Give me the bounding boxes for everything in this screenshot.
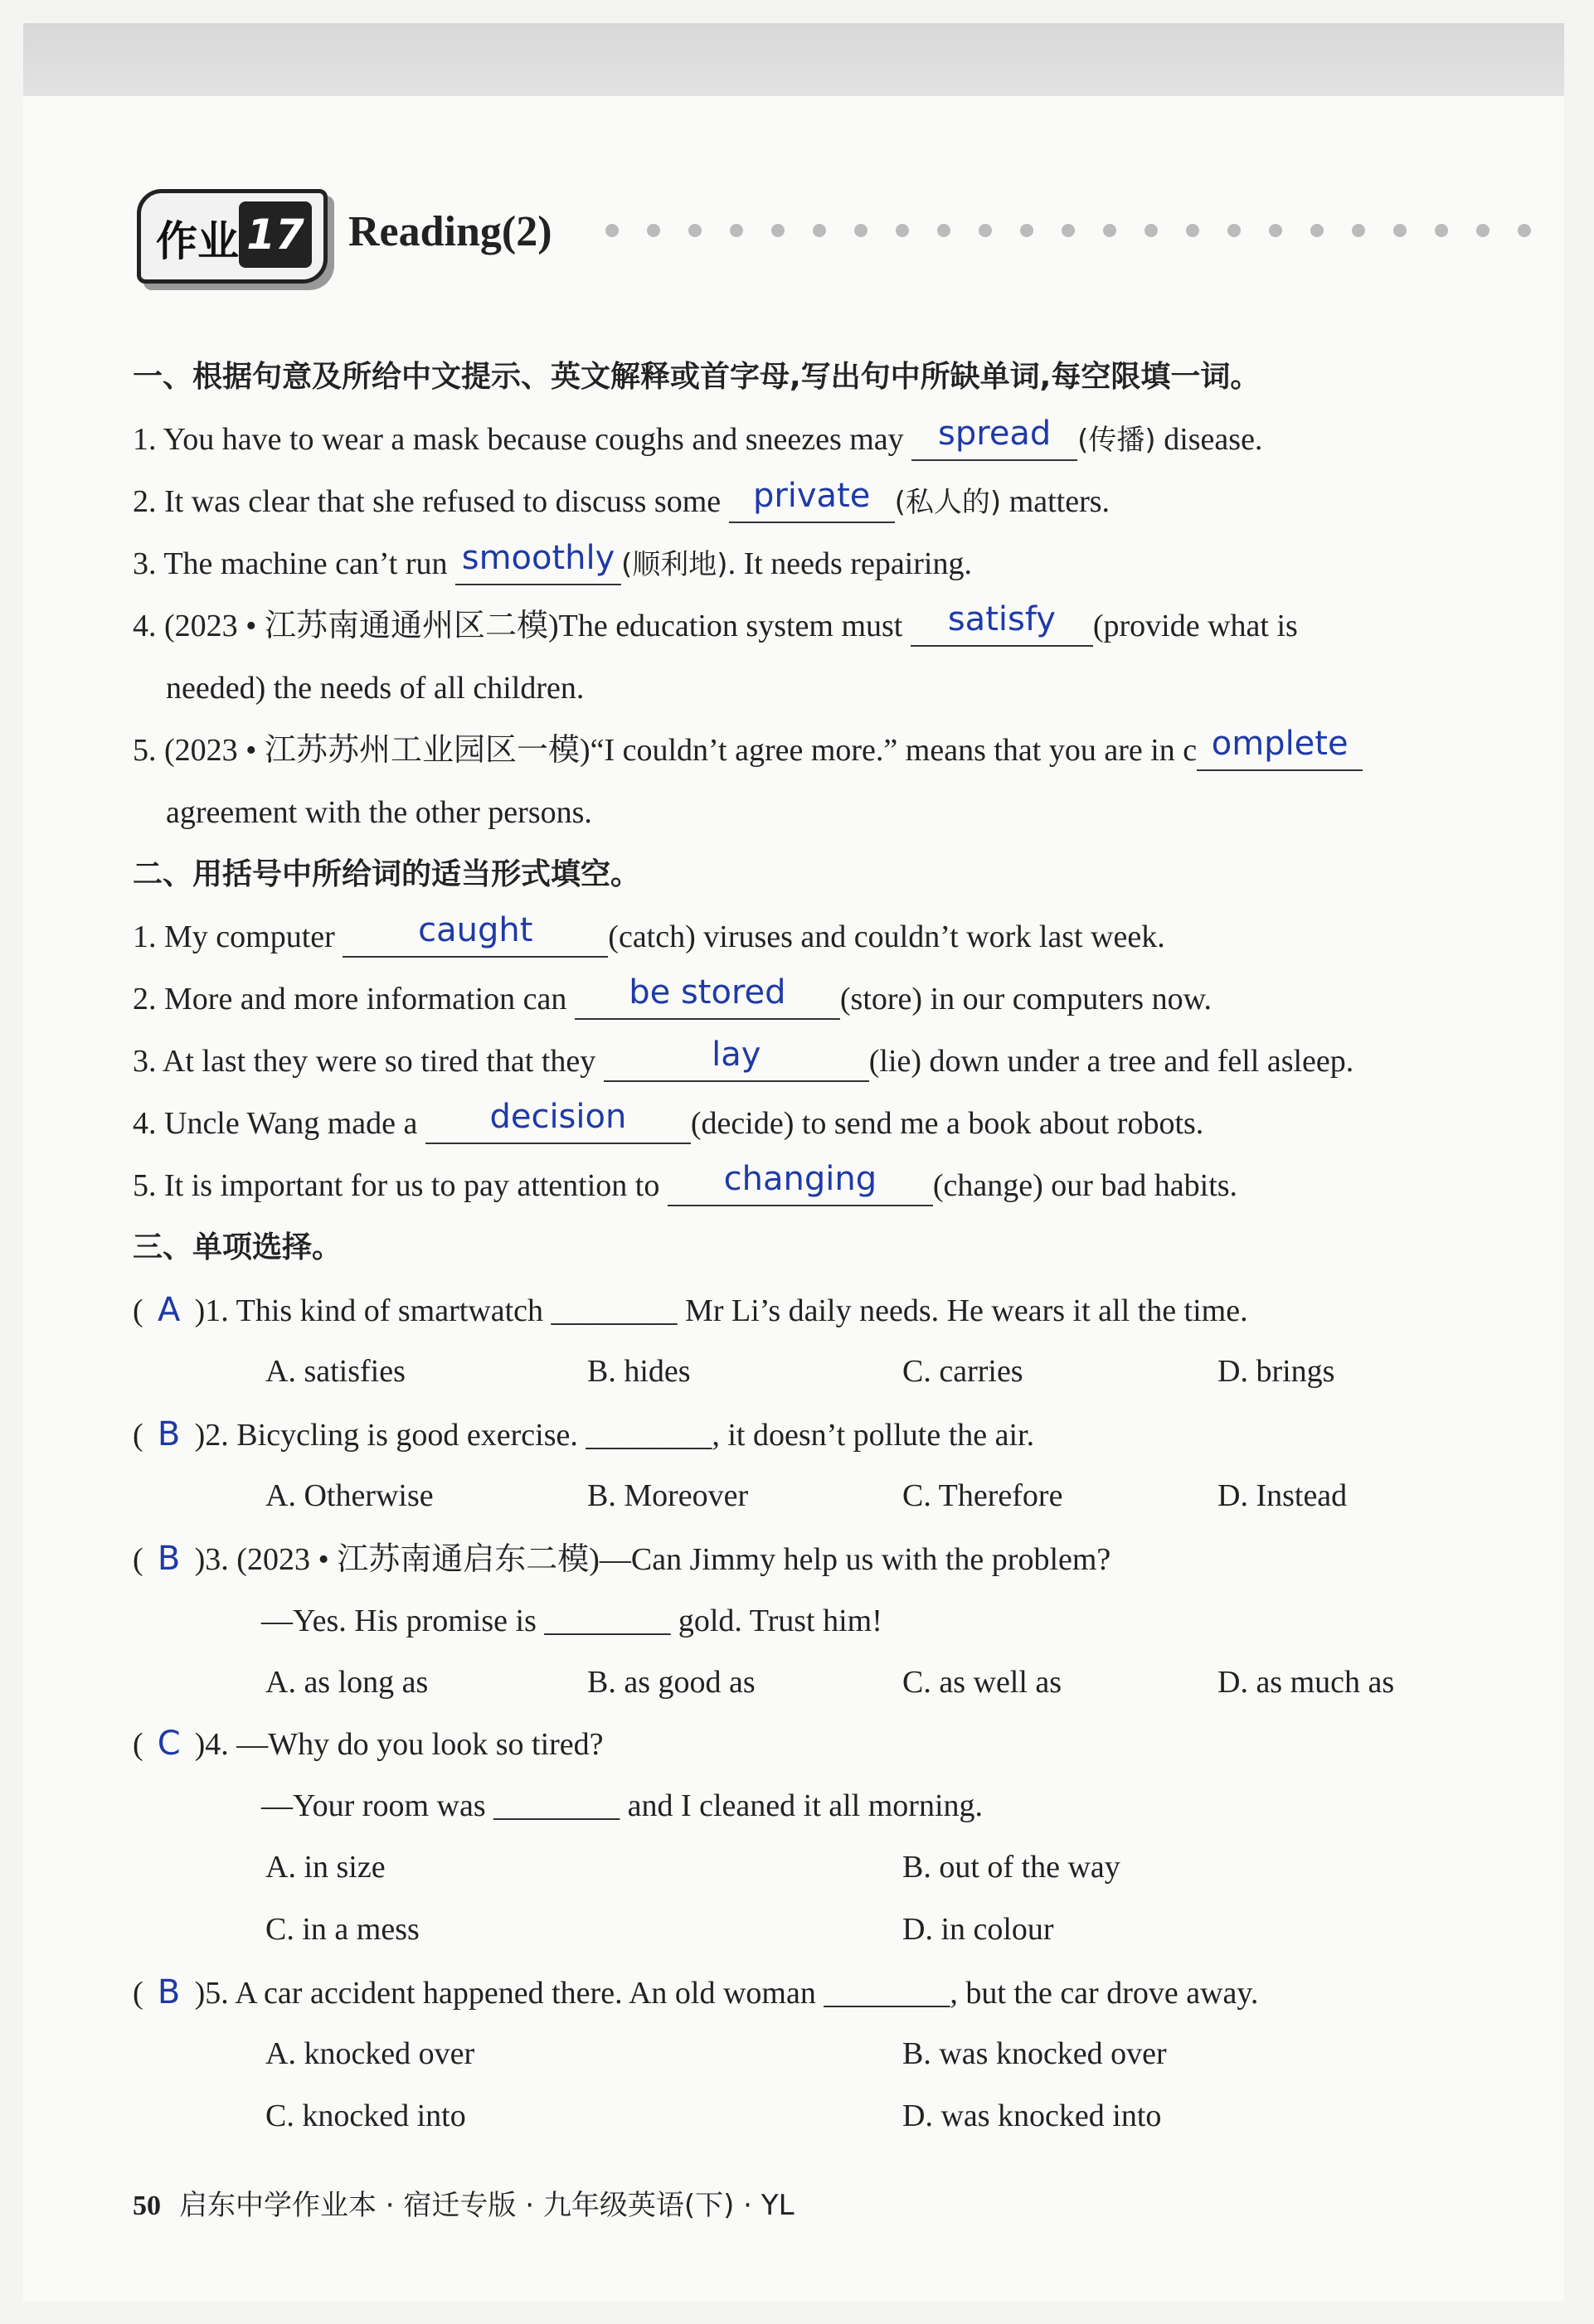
section3-title: 三、单项选择。: [133, 1230, 343, 1264]
mc3-option-c[interactable]: C. as well as: [902, 1665, 1062, 1700]
s2-item-3-text: 3. At last they were so tired that they: [133, 1044, 596, 1079]
s1-item-4-cont: needed) the needs of all children.: [166, 671, 585, 706]
page-number: 50: [133, 2191, 161, 2221]
mc4-option-a[interactable]: A. in size: [265, 1850, 386, 1885]
s2-item-2-answer: be stored: [629, 973, 786, 1012]
mc2-option-b[interactable]: B. Moreover: [587, 1478, 749, 1513]
mc-stem-3-line2: —Yes. His promise is ________ gold. Trust him!: [261, 1604, 882, 1638]
s2-item-4-text: 4. Uncle Wang made a: [133, 1106, 418, 1141]
header-dot-rule: [605, 224, 1567, 249]
s2-item-1-post: (catch) viruses and couldn’t work last week.: [608, 919, 1165, 954]
mc-answer-3[interactable]: B: [157, 1540, 181, 1578]
s1-item-5-answer: omplete: [1211, 725, 1349, 763]
s1-item-1-post: disease.: [1155, 422, 1263, 457]
s1-item-2-answer: private: [752, 477, 871, 515]
s1-item-1: [133, 415, 1263, 461]
s2-item-5-blank[interactable]: [668, 1160, 933, 1206]
mc1-option-c[interactable]: C. carries: [902, 1354, 1023, 1389]
s1-item-5-cont: agreement with the other persons.: [166, 795, 592, 830]
s1-item-2-post: matters.: [1001, 484, 1110, 519]
s1-item-1-answer: spread: [938, 415, 1052, 453]
mc3-option-d[interactable]: D. as much as: [1217, 1665, 1395, 1700]
s1-item-3-text: 3. The machine can’t run: [133, 546, 448, 581]
s2-item-4: [133, 1098, 1204, 1144]
mc1-option-a[interactable]: A. satisfies: [265, 1354, 406, 1389]
s2-item-2-text: 2. More and more information can: [133, 982, 567, 1016]
mc1-option-d[interactable]: D. brings: [1217, 1354, 1335, 1389]
s2-item-3: [133, 1036, 1354, 1082]
s1-item-1-blank[interactable]: [911, 415, 1077, 461]
scan-top-band: [23, 23, 1564, 96]
mc-question-1: ( A )1. This kind of smartwatch ________ Mr Li’s daily needs. He wears it all the time.: [133, 1291, 1248, 1329]
mc-answer-1[interactable]: A: [157, 1291, 181, 1329]
s1-item-3: [133, 539, 972, 585]
s2-item-1-text: 1. My computer: [133, 919, 335, 954]
mc3-option-a[interactable]: A. as long as: [265, 1665, 429, 1700]
s2-item-4-blank[interactable]: [425, 1098, 691, 1144]
mc-stem-5: )5. A car accident happened there. An old woman ________, but the car drove away.: [194, 1976, 1259, 2011]
s2-item-4-post: (decide) to send me a book about robots.: [690, 1106, 1204, 1141]
s2-item-5-text: 5. It is important for us to pay attention to: [133, 1168, 660, 1203]
mc2-option-c[interactable]: C. Therefore: [902, 1478, 1063, 1513]
s2-item-1: [133, 911, 1165, 958]
mc-stem-2: )2. Bicycling is good exercise. ________, it doesn’t pollute the air.: [194, 1418, 1035, 1453]
s1-item-3-blank[interactable]: [455, 539, 621, 585]
s2-item-2: [133, 973, 1213, 1020]
s1-item-5-text: 5. (2023 • 江苏苏州工业园区一模)“I couldn’t agree more.” means that you are in c: [133, 733, 1198, 768]
s2-item-3-blank[interactable]: [604, 1036, 869, 1082]
s2-item-4-answer: decision: [489, 1098, 627, 1136]
s1-item-5: [133, 725, 1363, 771]
mc3-option-b[interactable]: B. as good as: [587, 1665, 756, 1700]
s2-item-3-answer: lay: [712, 1036, 761, 1074]
mc5-option-b[interactable]: B. was knocked over: [902, 2036, 1167, 2071]
mc-answer-5[interactable]: B: [157, 1973, 181, 2011]
mc1-option-b[interactable]: B. hides: [587, 1354, 691, 1389]
mc-question-4: ( C )4. —Why do you look so tired?: [133, 1725, 604, 1763]
header-label: 作业: [156, 217, 239, 265]
s1-item-2: [133, 477, 1110, 523]
s1-item-1-text: 1. You have to wear a mask because coughs and sneezes may: [133, 422, 904, 457]
s2-item-5-post: (change) our bad habits.: [932, 1168, 1238, 1203]
mc5-option-d[interactable]: D. was knocked into: [902, 2098, 1162, 2133]
header-badge: [137, 189, 328, 284]
mc2-option-d[interactable]: D. Instead: [1217, 1478, 1348, 1513]
mc-stem-3: )3. (2023 • 江苏南通启东二模)—Can Jimmy help us with the problem?: [194, 1542, 1111, 1577]
s2-item-5: [133, 1160, 1238, 1206]
assignment-number: 17: [239, 201, 312, 268]
mc2-option-a[interactable]: A. Otherwise: [265, 1478, 434, 1513]
s1-item-1-hint: (传播): [1077, 424, 1156, 457]
mc5-option-c[interactable]: C. knocked into: [265, 2098, 466, 2133]
mc-answer-4[interactable]: C: [157, 1725, 181, 1763]
mc-question-2: ( B )2. Bicycling is good exercise. ________, it doesn’t pollute the air.: [133, 1415, 1035, 1453]
s2-item-2-blank[interactable]: [575, 973, 840, 1020]
s2-item-3-post: (lie) down under a tree and fell asleep.: [868, 1044, 1354, 1079]
s1-item-4-blank[interactable]: [911, 600, 1093, 647]
assignment-title: Reading(2): [348, 208, 552, 255]
s1-item-2-text: 2. It was clear that she refused to discuss some: [133, 484, 722, 519]
mc-answer-2[interactable]: B: [157, 1415, 181, 1453]
s2-item-2-post: (store) in our computers now.: [839, 982, 1213, 1016]
s1-item-5-blank[interactable]: [1197, 725, 1363, 771]
s1-item-4-text: 4. (2023 • 江苏南通通州区二模)The education system must: [133, 609, 903, 643]
s1-item-4-post: (provide what is: [1092, 609, 1298, 643]
mc-question-3: ( B )3. (2023 • 江苏南通启东二模)—Can Jimmy help us with the problem?: [133, 1540, 1111, 1578]
section1-title: 一、根据句意及所给中文提示、英文解释或首字母,写出句中所缺单词,每空限填一词。: [133, 360, 1261, 394]
s2-item-1-blank[interactable]: [343, 911, 608, 958]
s1-item-3-post: . It needs repairing.: [727, 546, 972, 581]
s1-item-3-hint: (顺利地): [621, 548, 728, 581]
mc-stem-4-line2: —Your room was ________ and I cleaned it all morning.: [261, 1788, 984, 1823]
section2-title: 二、用括号中所给词的适当形式填空。: [133, 857, 641, 891]
mc4-option-d[interactable]: D. in colour: [902, 1912, 1054, 1947]
s1-item-2-hint: (私人的): [894, 486, 1002, 519]
mc-stem-4: )4. —Why do you look so tired?: [194, 1727, 604, 1762]
mc-question-5: ( B )5. A car accident happened there. An old woman ________, but the car drove away.: [133, 1973, 1259, 2011]
s1-item-3-answer: smoothly: [461, 539, 615, 577]
s2-item-5-answer: changing: [723, 1160, 877, 1198]
mc5-option-a[interactable]: A. knocked over: [265, 2036, 475, 2071]
s1-item-4: [133, 600, 1298, 647]
mc4-option-b[interactable]: B. out of the way: [902, 1850, 1120, 1885]
book-title: 启东中学作业本 · 宿迁专版 · 九年级英语(下) · YL: [179, 2189, 795, 2222]
mc-stem-1: )1. This kind of smartwatch ________ Mr Li’s daily needs. He wears it all the time.: [194, 1293, 1248, 1328]
mc4-option-c[interactable]: C. in a mess: [265, 1912, 420, 1947]
s1-item-2-blank[interactable]: [729, 477, 895, 523]
page-footer: [133, 2182, 795, 2223]
s1-item-4-answer: satisfy: [947, 600, 1056, 638]
s2-item-1-answer: caught: [418, 911, 533, 949]
